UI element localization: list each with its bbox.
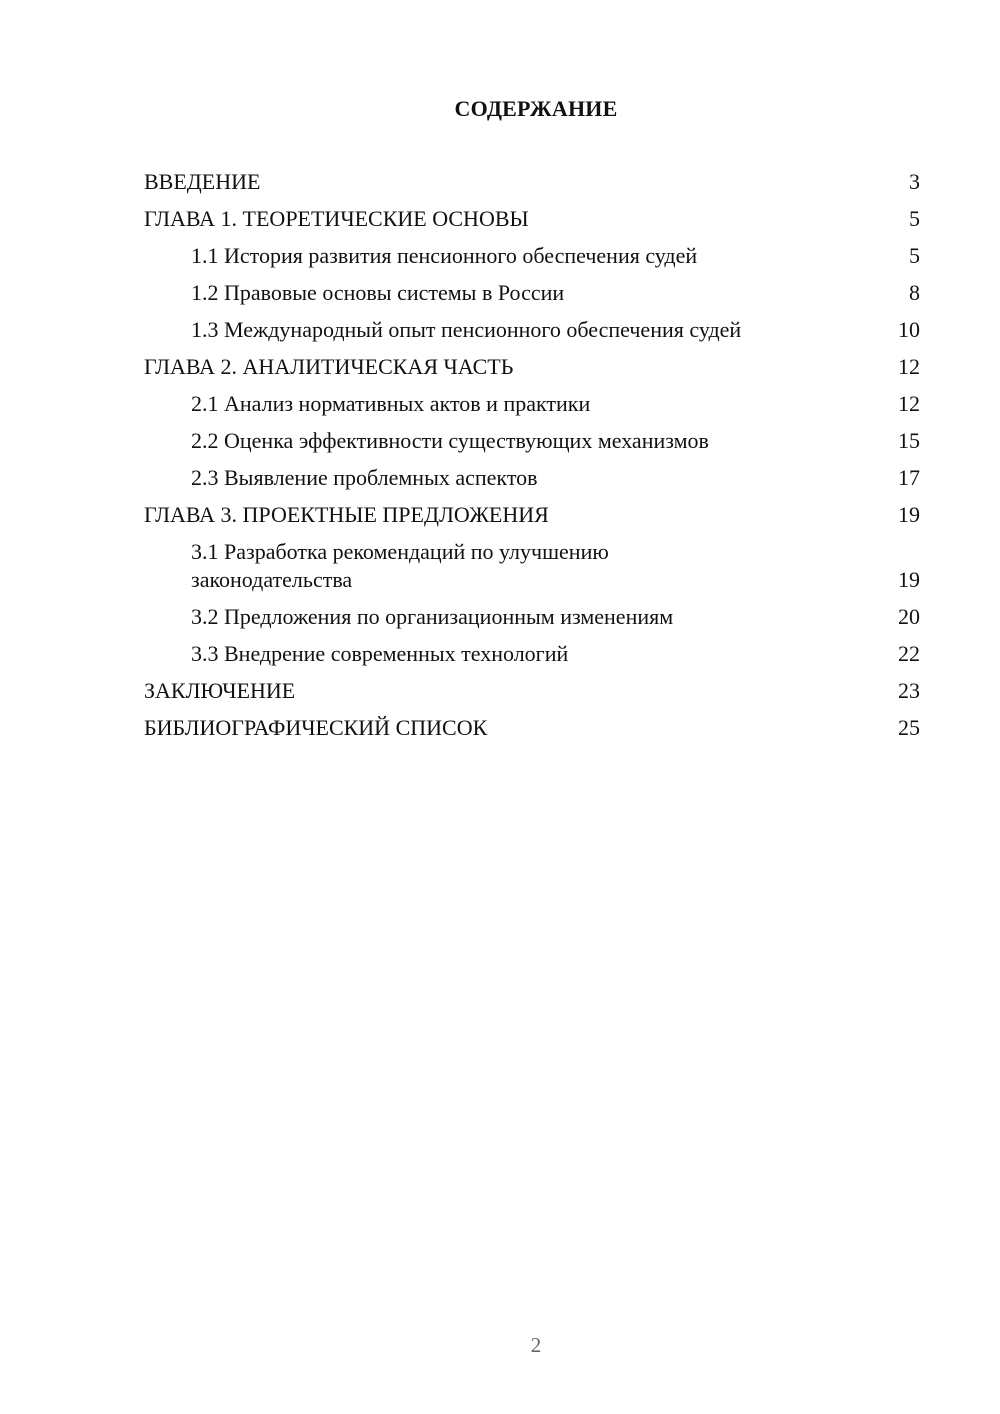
toc-entry-label: 1.3 Международный опыт пенсионного обеспечения судей (191, 317, 742, 342)
toc-entry-page: 19 (898, 502, 920, 527)
toc-entry-chapter-3[interactable] (144, 501, 920, 529)
toc-entry-label: 3.1 Разработка рекомендаций по улучшению законодательства (191, 539, 609, 592)
toc-entry-section-2-3[interactable] (144, 464, 920, 492)
toc-entry-page: 19 (898, 567, 920, 592)
toc-entry-section-2-1[interactable] (144, 390, 920, 418)
toc-entry-label: ГЛАВА 1. ТЕОРЕТИЧЕСКИЕ ОСНОВЫ (144, 206, 529, 231)
toc-entry-label: ЗАКЛЮЧЕНИЕ (144, 678, 296, 703)
toc-entry-page: 5 (909, 206, 920, 231)
toc-entry-page: 12 (898, 354, 920, 379)
toc-entry-page: 15 (898, 428, 920, 453)
toc-entry-chapter-1[interactable] (144, 205, 920, 233)
toc-entry-conclusion[interactable] (144, 677, 920, 705)
toc-entry-chapter-2[interactable] (144, 353, 920, 381)
toc-entry-label: БИБЛИОГРАФИЧЕСКИЙ СПИСОК (144, 715, 488, 740)
toc-entry-introduction[interactable] (144, 168, 920, 196)
toc-entry-page: 23 (898, 678, 920, 703)
toc-entry-bibliography[interactable] (144, 714, 920, 742)
toc-entry-page: 3 (909, 169, 920, 194)
toc-entry-label: 3.2 Предложения по организационным изменениям (191, 604, 674, 629)
toc-entry-label: 2.2 Оценка эффективности существующих механизмов (191, 428, 709, 453)
toc-entry-section-1-1[interactable] (144, 242, 920, 270)
toc-entry-section-2-2[interactable] (144, 427, 920, 455)
toc-entry-label: 1.1 История развития пенсионного обеспечения судей (191, 243, 698, 268)
toc-entry-section-1-3[interactable] (144, 316, 920, 344)
toc-entry-page: 17 (898, 465, 920, 490)
toc-entry-section-1-2[interactable] (144, 279, 920, 307)
toc-entry-label: ГЛАВА 3. ПРОЕКТНЫЕ ПРЕДЛОЖЕНИЯ (144, 502, 549, 527)
toc-entry-label: 2.1 Анализ нормативных актов и практики (191, 391, 591, 416)
toc-entry-label: 3.3 Внедрение современных технологий (191, 641, 569, 666)
toc-entry-section-3-3[interactable] (144, 640, 920, 668)
toc-entry-section-3-2[interactable] (144, 603, 920, 631)
page-title: СОДЕРЖАНИЕ (454, 96, 618, 121)
toc-entry-label: ГЛАВА 2. АНАЛИТИЧЕСКАЯ ЧАСТЬ (144, 354, 514, 379)
toc-entry-page: 5 (909, 243, 920, 268)
toc-entry-page: 22 (898, 641, 920, 666)
toc-entry-page: 25 (898, 715, 920, 740)
toc-entry-page: 20 (898, 604, 920, 629)
toc-entry-page: 10 (898, 317, 920, 342)
page-number: 2 (530, 1333, 542, 1357)
toc-entry-label: 2.3 Выявление проблемных аспектов (191, 465, 538, 490)
toc-entry-page: 8 (909, 280, 920, 305)
table-of-contents (144, 168, 920, 751)
toc-entry-label: 1.2 Правовые основы системы в России (191, 280, 565, 305)
toc-entry-section-3-1[interactable] (144, 538, 920, 594)
toc-entry-label: ВВЕДЕНИЕ (144, 169, 261, 194)
toc-entry-page: 12 (898, 391, 920, 416)
